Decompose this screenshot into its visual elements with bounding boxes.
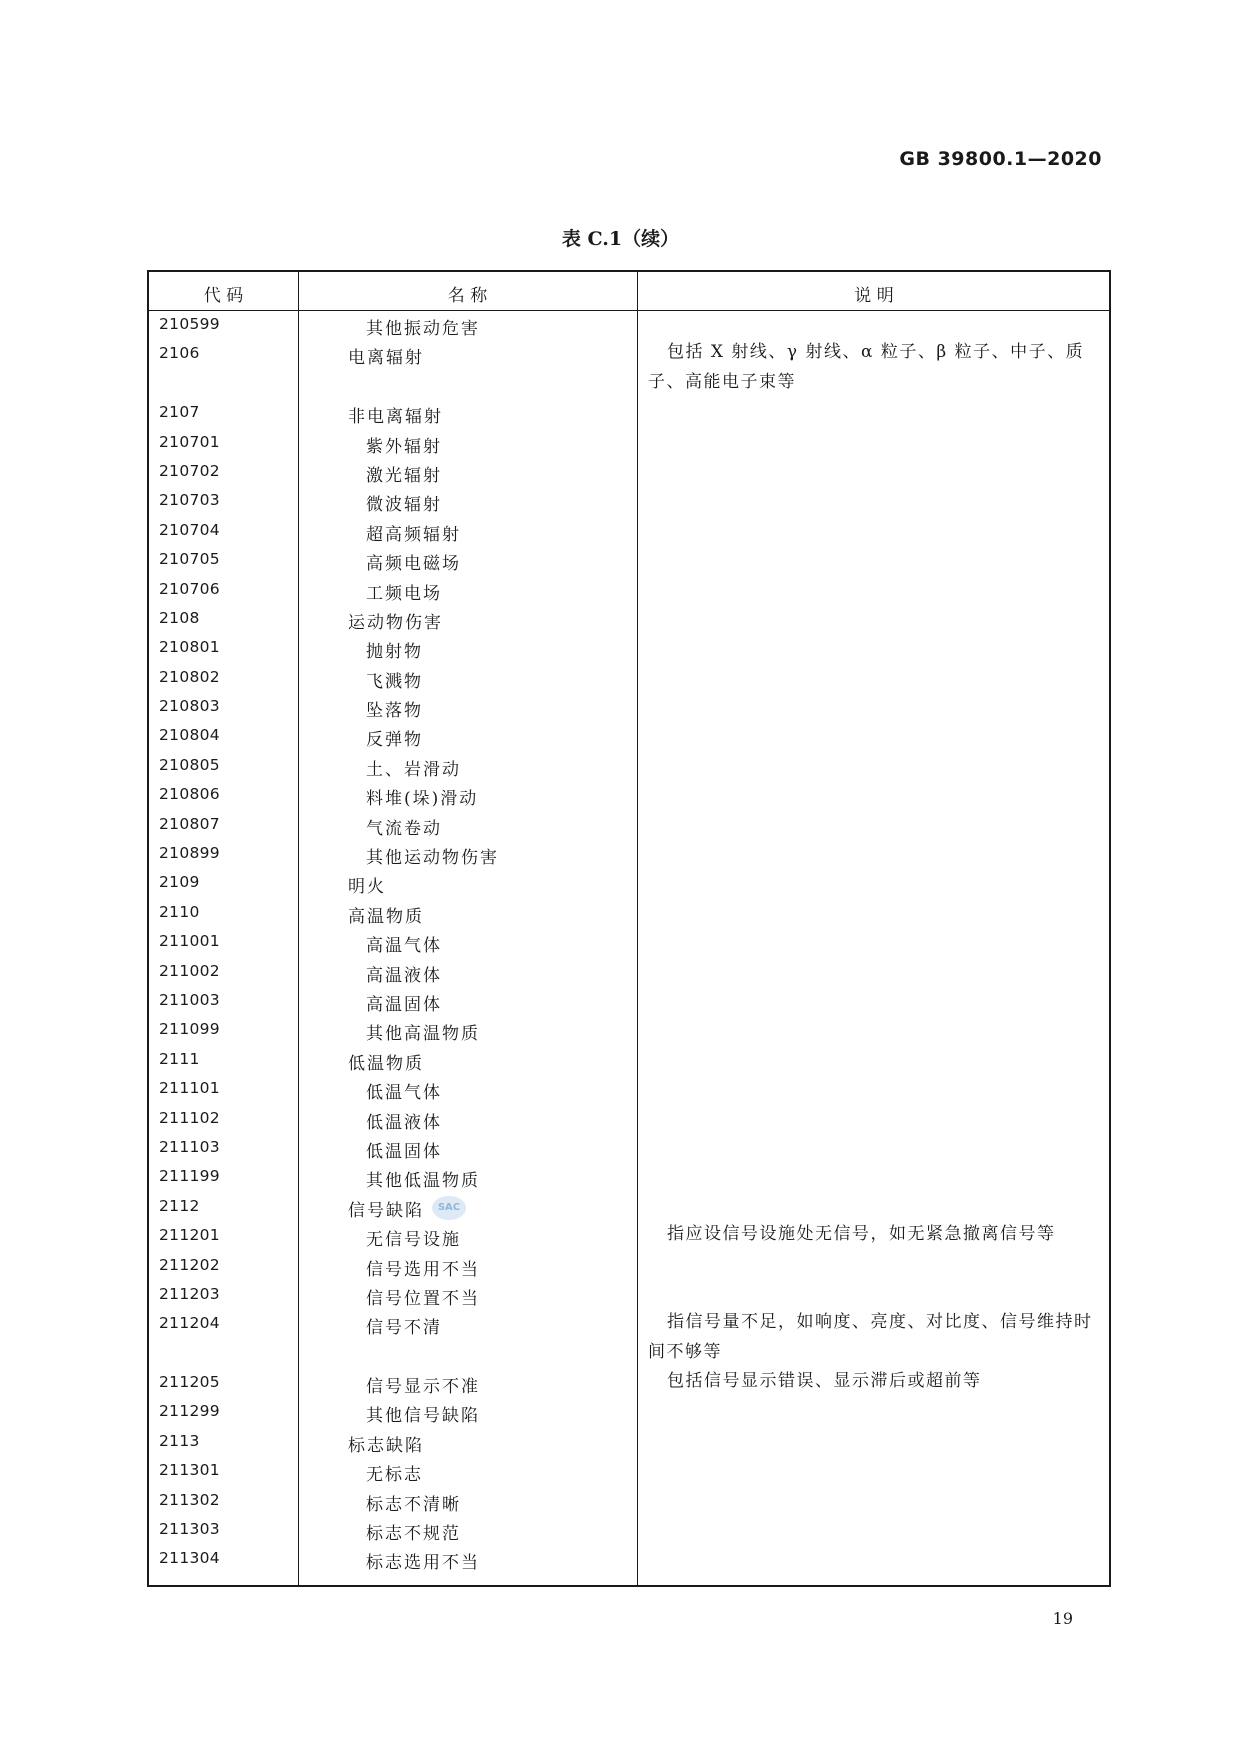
table-row bbox=[149, 1221, 1109, 1250]
row-name: 微波辐射 bbox=[366, 495, 442, 516]
row-name: 抛射物 bbox=[366, 642, 423, 663]
row-code: 210802 bbox=[159, 667, 220, 686]
row-code: 210705 bbox=[159, 550, 220, 569]
table-row bbox=[149, 1162, 1109, 1191]
row-code: 211199 bbox=[159, 1167, 220, 1186]
table-row bbox=[149, 927, 1109, 956]
table-row bbox=[149, 633, 1109, 662]
row-description: 包括信号显示错误、显示滞后或超前等 bbox=[667, 1371, 982, 1392]
table-row bbox=[149, 868, 1109, 897]
row-code: 211099 bbox=[159, 1020, 220, 1039]
table-row bbox=[149, 310, 1109, 339]
table-row bbox=[149, 751, 1109, 780]
row-name: 飞溅物 bbox=[366, 671, 423, 692]
row-code: 210703 bbox=[159, 491, 220, 510]
table-row bbox=[149, 1133, 1109, 1162]
row-name: 信号显示不准 bbox=[366, 1377, 480, 1398]
row-code: 2111 bbox=[159, 1049, 200, 1068]
column-header-code: 代 码 bbox=[203, 286, 244, 306]
row-description: 指信号量不足，如响度、亮度、对比度、信号维持时间不够等 bbox=[648, 1312, 1093, 1362]
row-code: 211102 bbox=[159, 1108, 220, 1127]
table-row bbox=[149, 1486, 1109, 1515]
table-row bbox=[149, 1309, 1109, 1368]
row-name: 其他低温物质 bbox=[366, 1171, 480, 1192]
row-code: 2113 bbox=[159, 1431, 200, 1450]
table-row bbox=[149, 428, 1109, 457]
row-code: 211003 bbox=[159, 991, 220, 1009]
row-name: 运动物伤害 bbox=[348, 612, 443, 633]
row-name: 紫外辐射 bbox=[366, 436, 442, 457]
row-name: 低温物质 bbox=[348, 1053, 424, 1074]
row-code: 211204 bbox=[159, 1314, 220, 1333]
row-code: 211103 bbox=[159, 1137, 220, 1156]
row-name: 工频电场 bbox=[366, 583, 442, 604]
table-row bbox=[149, 457, 1109, 486]
row-code: 210803 bbox=[159, 697, 220, 716]
row-name: 无信号设施 bbox=[366, 1230, 461, 1251]
row-code: 210801 bbox=[159, 638, 220, 657]
row-name: 土、岩滑动 bbox=[366, 759, 461, 780]
row-name: 非电离辐射 bbox=[348, 407, 443, 428]
row-name: 高温液体 bbox=[366, 965, 442, 986]
row-name: 其他信号缺陷 bbox=[366, 1406, 480, 1427]
table-row bbox=[149, 398, 1109, 427]
table-row bbox=[149, 986, 1109, 1015]
row-name: 标志缺陷 bbox=[348, 1435, 424, 1456]
row-name: 激光辐射 bbox=[366, 465, 442, 486]
row-code: 210706 bbox=[159, 579, 220, 598]
row-name: 标志选用不当 bbox=[366, 1553, 480, 1574]
table-header-row bbox=[149, 272, 1109, 311]
row-name: 超高频辐射 bbox=[366, 524, 461, 545]
table-row bbox=[149, 604, 1109, 633]
table-body bbox=[149, 310, 1109, 1574]
row-code: 210807 bbox=[159, 814, 220, 833]
hazard-code-table bbox=[147, 270, 1111, 1587]
table-row bbox=[149, 1427, 1109, 1456]
row-code: 210899 bbox=[159, 844, 220, 863]
row-description: 指应设信号设施处无信号，如无紧急撤离信号等 bbox=[667, 1224, 1056, 1245]
row-code: 211304 bbox=[159, 1549, 220, 1568]
column-header-description: 说 明 bbox=[854, 286, 894, 306]
row-code: 210806 bbox=[159, 785, 220, 804]
table-row bbox=[149, 339, 1109, 398]
table-row bbox=[149, 1515, 1109, 1544]
row-name: 其他高温物质 bbox=[366, 1024, 480, 1045]
row-code: 211302 bbox=[159, 1490, 220, 1509]
row-name: 无标志 bbox=[366, 1465, 423, 1486]
table-row bbox=[149, 1397, 1109, 1426]
table-row bbox=[149, 721, 1109, 750]
table-row bbox=[149, 486, 1109, 515]
table-row bbox=[149, 1104, 1109, 1133]
row-code: 210701 bbox=[159, 432, 220, 451]
row-code: 2107 bbox=[159, 403, 200, 422]
row-code: 210599 bbox=[159, 315, 220, 333]
row-name: 标志不规范 bbox=[366, 1524, 461, 1545]
table-row bbox=[149, 692, 1109, 721]
sac-watermark-logo: SAC bbox=[432, 1196, 466, 1220]
row-description: 包括 X 射线、γ 射线、α 粒子、β 粒子、中子、质子、高能电子束等 bbox=[648, 342, 1085, 392]
row-name: 标志不清晰 bbox=[366, 1494, 461, 1515]
table-row bbox=[149, 1544, 1109, 1573]
table-row bbox=[149, 1074, 1109, 1103]
row-name: 信号选用不当 bbox=[366, 1259, 480, 1280]
row-code: 2110 bbox=[159, 902, 200, 921]
row-name: 明火 bbox=[348, 877, 386, 898]
row-code: 210702 bbox=[159, 461, 220, 480]
row-name: 料堆(垛)滑动 bbox=[366, 789, 479, 810]
table-row bbox=[149, 516, 1109, 545]
table-title: 表 C.1（续） bbox=[561, 228, 680, 250]
table-row bbox=[149, 545, 1109, 574]
row-name: 坠落物 bbox=[366, 701, 423, 722]
row-name: 高温固体 bbox=[366, 995, 442, 1015]
row-code: 210704 bbox=[159, 520, 220, 539]
row-name: 低温气体 bbox=[366, 1083, 442, 1104]
table-row bbox=[149, 575, 1109, 604]
standard-code: GB 39800.1—2020 bbox=[899, 148, 1102, 170]
row-code: 211101 bbox=[159, 1079, 220, 1098]
row-name: 其他振动危害 bbox=[366, 319, 480, 339]
row-code: 211203 bbox=[159, 1284, 220, 1303]
table-row bbox=[149, 663, 1109, 692]
row-code: 211201 bbox=[159, 1226, 220, 1245]
row-name: 气流卷动 bbox=[366, 818, 442, 839]
table-row bbox=[149, 1368, 1109, 1397]
row-name: 高频电磁场 bbox=[366, 554, 461, 575]
table-row bbox=[149, 839, 1109, 868]
row-code: 2109 bbox=[159, 873, 200, 892]
table-row bbox=[149, 898, 1109, 927]
table-row bbox=[149, 810, 1109, 839]
row-name: 反弹物 bbox=[366, 730, 423, 751]
table-row bbox=[149, 1280, 1109, 1309]
row-name: 其他运动物伤害 bbox=[366, 848, 499, 869]
row-code: 210805 bbox=[159, 755, 220, 774]
row-code: 2108 bbox=[159, 608, 200, 627]
row-code: 211301 bbox=[159, 1461, 220, 1480]
table-row bbox=[149, 1045, 1109, 1074]
row-name: 信号位置不当 bbox=[366, 1288, 480, 1309]
row-code: 211205 bbox=[159, 1373, 220, 1392]
row-name: 低温固体 bbox=[366, 1141, 442, 1162]
row-name: 电离辐射 bbox=[348, 348, 424, 369]
row-code: 211002 bbox=[159, 961, 220, 980]
row-name: 信号缺陷 bbox=[348, 1200, 424, 1221]
column-header-name: 名 称 bbox=[447, 286, 488, 306]
row-name: 高温气体 bbox=[366, 936, 442, 957]
row-code: 210804 bbox=[159, 726, 220, 745]
table-row bbox=[149, 957, 1109, 986]
row-name: 信号不清 bbox=[366, 1318, 442, 1339]
table-row bbox=[149, 1015, 1109, 1044]
row-code: 211001 bbox=[159, 932, 220, 951]
row-code: 211299 bbox=[159, 1402, 220, 1421]
row-code: 211202 bbox=[159, 1255, 220, 1274]
page-number: 19 bbox=[1052, 1609, 1073, 1628]
row-code: 211303 bbox=[159, 1520, 220, 1539]
table-row bbox=[149, 1456, 1109, 1485]
table-row bbox=[149, 1251, 1109, 1280]
row-name: 高温物质 bbox=[348, 906, 424, 927]
row-name: 低温液体 bbox=[366, 1112, 442, 1133]
table-row bbox=[149, 780, 1109, 809]
row-code: 2112 bbox=[159, 1196, 200, 1215]
table-row bbox=[149, 1192, 1109, 1221]
row-code: 2106 bbox=[159, 344, 200, 363]
